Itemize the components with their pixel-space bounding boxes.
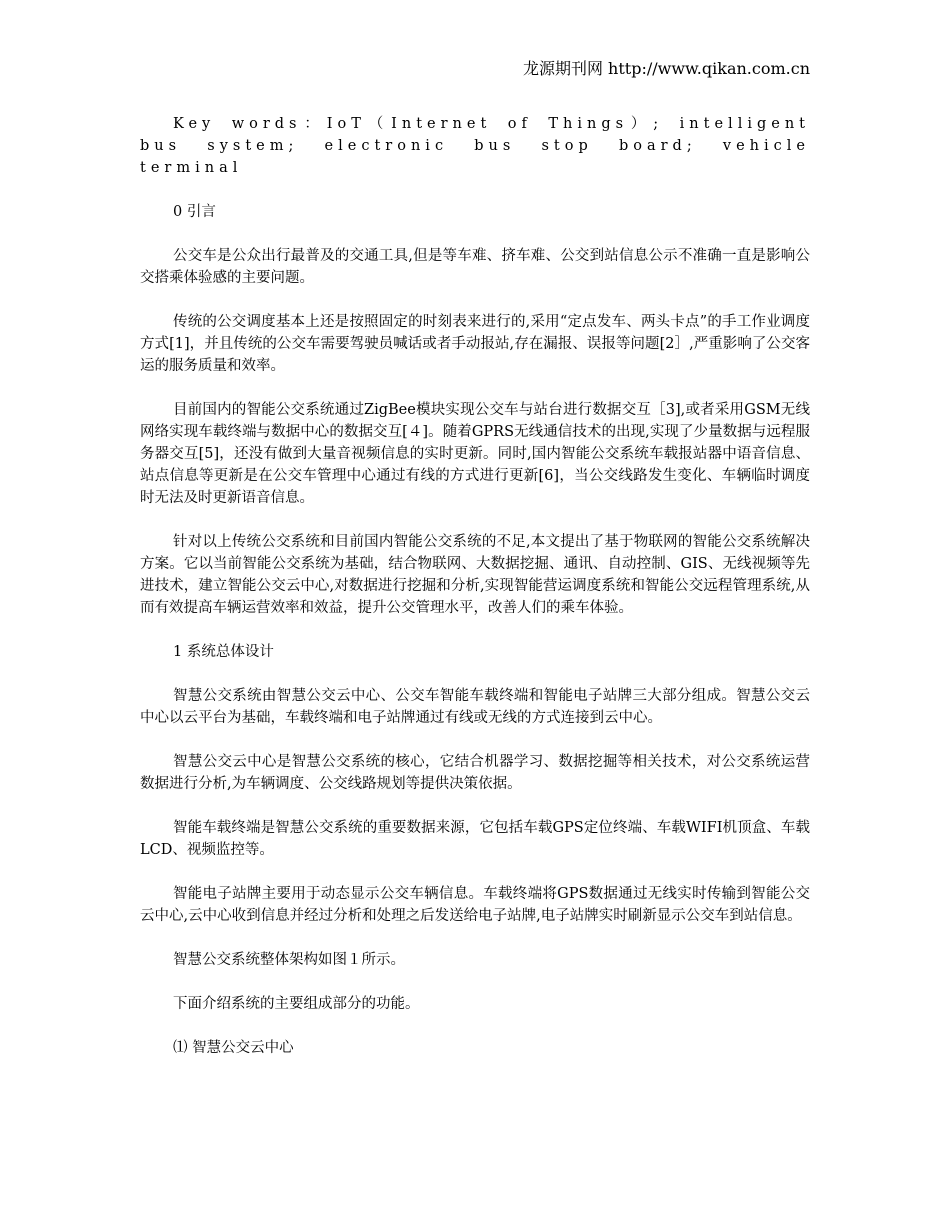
subheading-cloud-center: ⑴ 智慧公交云中心 bbox=[173, 1040, 294, 1056]
body-paragraph: 智慧公交系统由智慧公交云中心、公交车智能车载终端和智能电子站牌三大部分组成。智慧公交云中心以云平台为基础，车载终端和电子站牌通过有线或无线的方式连接到云中心。 bbox=[140, 688, 810, 726]
section-heading-system-design: 1 系统总体设计 bbox=[173, 644, 274, 660]
body-paragraph: 下面介绍系统的主要组成部分的功能。 bbox=[173, 996, 420, 1012]
article-body bbox=[140, 113, 810, 1081]
body-paragraph: 针对以上传统公交系统和目前国内智能公交系统的不足,本文提出了基于物联网的智能公交系统解决方案。它以当前智能公交系统为基础，结合物联网、大数据挖掘、通讯、自动控制、GIS、无线视频等先进技术，建立智能公交云中心,对数据进行挖掘和分析,实现智能营运调度系统和智能公交远程管理系统,从而有效提高车辆运营效率和效益，提升公交管理水平，改善人们的乘车体验。 bbox=[140, 534, 810, 616]
body-paragraph: 智能车载终端是智慧公交系统的重要数据来源，它包括车载GPS定位终端、车载WIFI机顶盒、车载LCD、视频监控等。 bbox=[140, 820, 810, 858]
journal-site-header: 龙源期刊网 http://www.qikan.com.cn bbox=[522, 59, 810, 78]
body-paragraph: 智能电子站牌主要用于动态显示公交车辆信息。车载终端将GPS数据通过无线实时传输到智能公交云中心,云中心收到信息并经过分析和处理之后发送给电子站牌,电子站牌实时刷新显示公交车到站信息。 bbox=[140, 886, 810, 924]
body-paragraph: 公交车是公众出行最普及的交通工具,但是等车难、挤车难、公交到站信息公示不准确一直是影响公交搭乘体验感的主要问题。 bbox=[140, 248, 810, 286]
body-paragraph: 智慧公交云中心是智慧公交系统的核心，它结合机器学习、数据挖掘等相关技术，对公交系统运营数据进行分析,为车辆调度、公交线路规划等提供决策依据。 bbox=[140, 754, 810, 792]
keywords-paragraph: Key words：IoT（Internet of Things）; intelligent bus system; electronic bus stop board; vehicle terminal bbox=[140, 116, 810, 176]
section-heading-introduction: 0 引言 bbox=[173, 204, 216, 220]
body-paragraph: 传统的公交调度基本上还是按照固定的时刻表来进行的,采用“定点发车、两头卡点”的手工作业调度方式[1]，并且传统的公交车需要驾驶员喊话或者手动报站,存在漏报、误报等问题[2］,严重影响了公交客运的服务质量和效率。 bbox=[140, 314, 810, 374]
body-paragraph: 目前国内的智能公交系统通过ZigBee模块实现公交车与站台进行数据交互［3],或者采用GSM无线网络实现车载终端与数据中心的数据交互[４]。随着GPRS无线通信技术的出现,实现了少量数据与远程服务器交互[5]，还没有做到大量音视频信息的实时更新。同时,国内智能公交系统车载报站器中语音信息、站点信息等更新是在公交车管理中心通过有线的方式进行更新[6]，当公交线路发生变化、车辆临时调度时无法及时更新语音信息。 bbox=[140, 402, 810, 506]
body-paragraph: 智慧公交系统整体架构如图１所示。 bbox=[173, 952, 405, 968]
